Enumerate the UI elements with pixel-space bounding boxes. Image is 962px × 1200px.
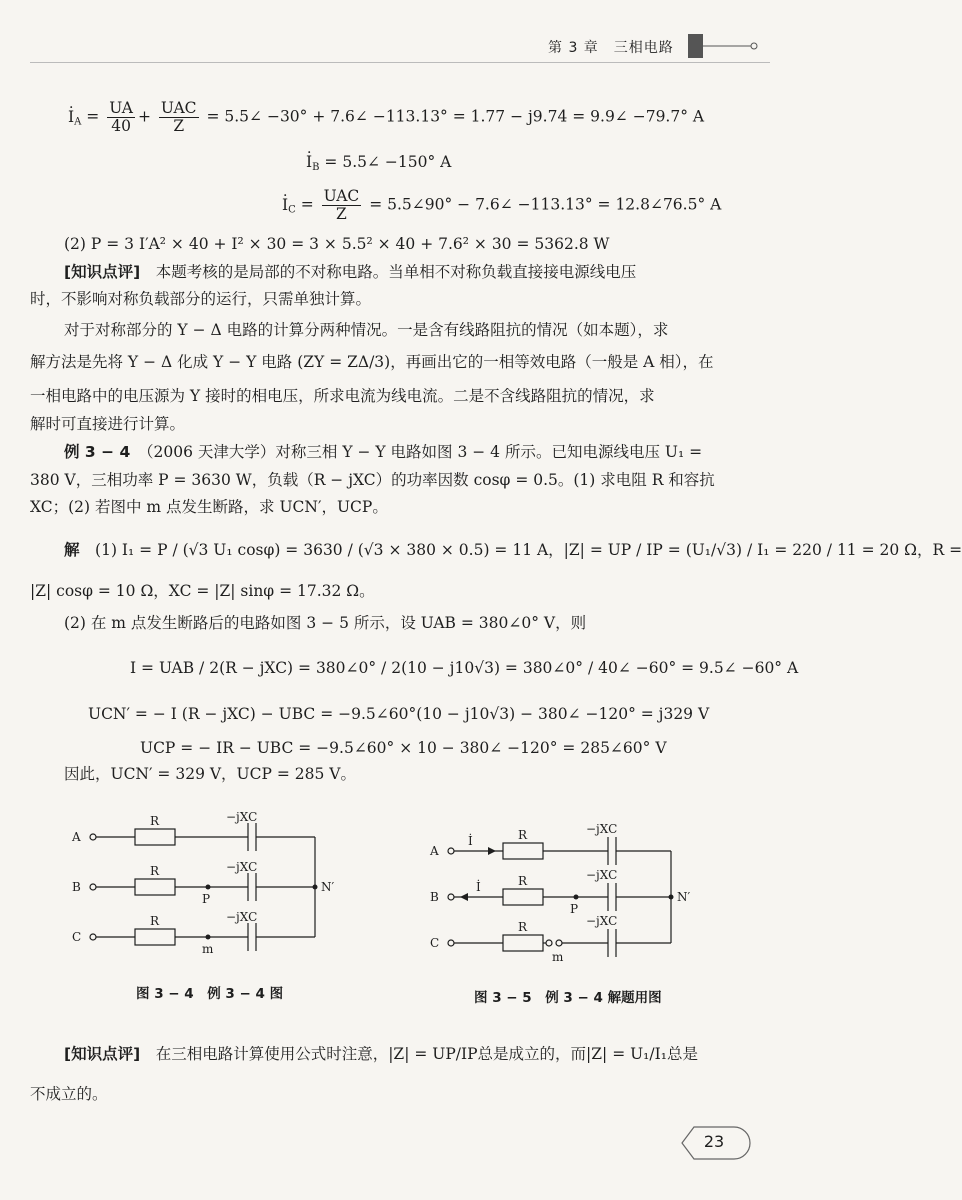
fig4-label-r1: R: [150, 814, 160, 828]
review-3-line-1: [知识点评] 在三相电路计算使用公式时注意，|Z| = UP/IP总是成立的，而|Z| = U₁/I₁总是: [64, 1045, 698, 1063]
solution-line-5: UCN′ = − I (R − jXC) − UBC = −9.5∠60°(10 − j10√3) − 380∠ −120° = j329 V: [88, 705, 710, 723]
fig5-current-b: İ: [476, 880, 481, 894]
review-2-line-1: 对于对称部分的 Y − Δ 电路的计算分两种情况。一是含有线路阻抗的情况（如本题），求: [64, 321, 669, 339]
fig4-label-c: C: [72, 930, 82, 944]
formula-ic: · $I_C$ = $\frac{\text{UAC}}{Z}$ = 5.5∠90° − 7.6∠ −113.13° = 12.8∠76.5° A: [282, 188, 721, 223]
fig5-label-a: A: [430, 844, 439, 858]
solution-line-1: 解 (1) I₁ = P / (√3 U₁ cosφ) = 3630 / (√3 × 380 × 0.5) = 11 A，|Z| = UP / IP = (U₁/√3) / I₁ = 220 / 11 = 20 Ω，R =: [64, 541, 962, 559]
fig4-label-p: P: [202, 892, 211, 906]
formula-ia: · $I_A$ = $\frac{UA}{40}$ + $\frac{\text{UAC}}{Z}$ = 5.5∠ −30° + 7.6∠ −113.13° = 1.77 − j9.74 = 9.9∠ −79.7° A: [68, 100, 704, 135]
review-1-line-1: [知识点评] 本题考核的是局部的不对称电路。当单相不对称负载直接接电源线电压: [64, 263, 637, 281]
fig5-label-r2: R: [518, 874, 528, 888]
example-line-2: 380 V，三相功率 P = 3630 W，负载（R − jXC）的功率因数 cosφ = 0.5。(1) 求电阻 R 和容抗: [30, 471, 715, 489]
fig4-label-b: B: [72, 880, 81, 894]
solution-line-6: UCP = − IR − UBC = −9.5∠60° × 10 − 380∠ −120° = 285∠60° V: [140, 739, 667, 757]
formula-power: (2) P = 3 I′A² × 40 + I² × 30 = 3 × 5.5² × 40 + 7.6² × 30 = 5362.8 W: [64, 235, 610, 253]
review-2-line-2: 解方法是先将 Y − Δ 化成 Y − Y 电路 (ZY = ZΔ/3)，再画出它的一相等效电路（一般是 A 相），在: [30, 353, 714, 371]
fig4-label-x3: −jXC: [226, 910, 258, 924]
fig5-label-c: C: [430, 936, 440, 950]
fig5-label-r3: R: [518, 920, 528, 934]
fig4-label-n: N′: [321, 880, 335, 894]
zy-formula: (ZY = ZΔ/3): [297, 353, 391, 371]
review-1-line-2: 时，不影响对称负载部分的运行，只需单独计算。: [30, 290, 372, 308]
fig4-label-r2: R: [150, 864, 160, 878]
figure-3-5-caption: 图 3 − 5 例 3 − 4 解题用图: [474, 990, 662, 1006]
fig5-label-b: B: [430, 890, 439, 904]
solution-line-4: I = UAB / 2(R − jXC) = 380∠0° / 2(10 − j10√3) = 380∠0° / 40∠ −60° = 9.5∠ −60° A: [130, 659, 799, 677]
figure-3-5: [418, 815, 718, 975]
header-rule: [30, 62, 770, 63]
example-line-3: XC；(2) 若图中 m 点发生断路，求 UCN′，UCP。: [30, 498, 388, 516]
formula-z-line: |Z| = U₁/I₁: [586, 1045, 667, 1063]
fig5-label-x1: −jXC: [586, 822, 618, 836]
chapter-header: 第 3 章 三相电路: [548, 40, 674, 56]
fig4-label-m: m: [202, 942, 214, 956]
formula-z-phase: |Z| = UP/IP: [388, 1045, 478, 1063]
figure-3-4: [60, 810, 350, 965]
review-2-line-3: 一相电路中的电压源为 Y 接时的相电压，所求电流为线电流。二是不含线路阻抗的情况，求: [30, 387, 655, 405]
fig5-label-x2: −jXC: [586, 868, 618, 882]
fig5-current-a: İ: [468, 834, 473, 848]
fig5-label-x3: −jXC: [586, 914, 618, 928]
formula-ib: · $I_B$ = 5.5∠ −150° A: [306, 152, 451, 178]
fig4-label-a: A: [72, 830, 81, 844]
fig5-label-p: P: [570, 902, 579, 916]
fig4-label-x1: −jXC: [226, 810, 258, 824]
header-block: [688, 34, 703, 58]
fig4-label-r3: R: [150, 914, 160, 928]
solution-line-7: 因此，UCN′ = 329 V，UCP = 285 V。: [64, 765, 356, 783]
figure-3-4-caption: 图 3 − 4 例 3 − 4 图: [136, 986, 284, 1002]
page-number: 23: [703, 1132, 725, 1151]
fig5-label-r1: R: [518, 828, 528, 842]
solution-line-2: |Z| cosφ = 10 Ω，XC = |Z| sinφ = 17.32 Ω。: [30, 582, 375, 600]
example-line-1: 例 3 − 4 （2006 天津大学）对称三相 Y − Y 电路如图 3 − 4 所示。已知电源线电压 U₁ =: [64, 443, 703, 461]
review-2-line-4: 解时可直接进行计算。: [30, 415, 186, 433]
header-decoration: [703, 40, 758, 52]
solution-line-3: (2) 在 m 点发生断路后的电路如图 3 − 5 所示，设 UAB = 380∠0° V，则: [64, 614, 587, 632]
fig4-label-x2: −jXC: [226, 860, 258, 874]
fig5-label-n: N′: [677, 890, 691, 904]
review-3-line-2: 不成立的。: [30, 1085, 108, 1103]
fig5-label-m: m: [552, 950, 564, 964]
